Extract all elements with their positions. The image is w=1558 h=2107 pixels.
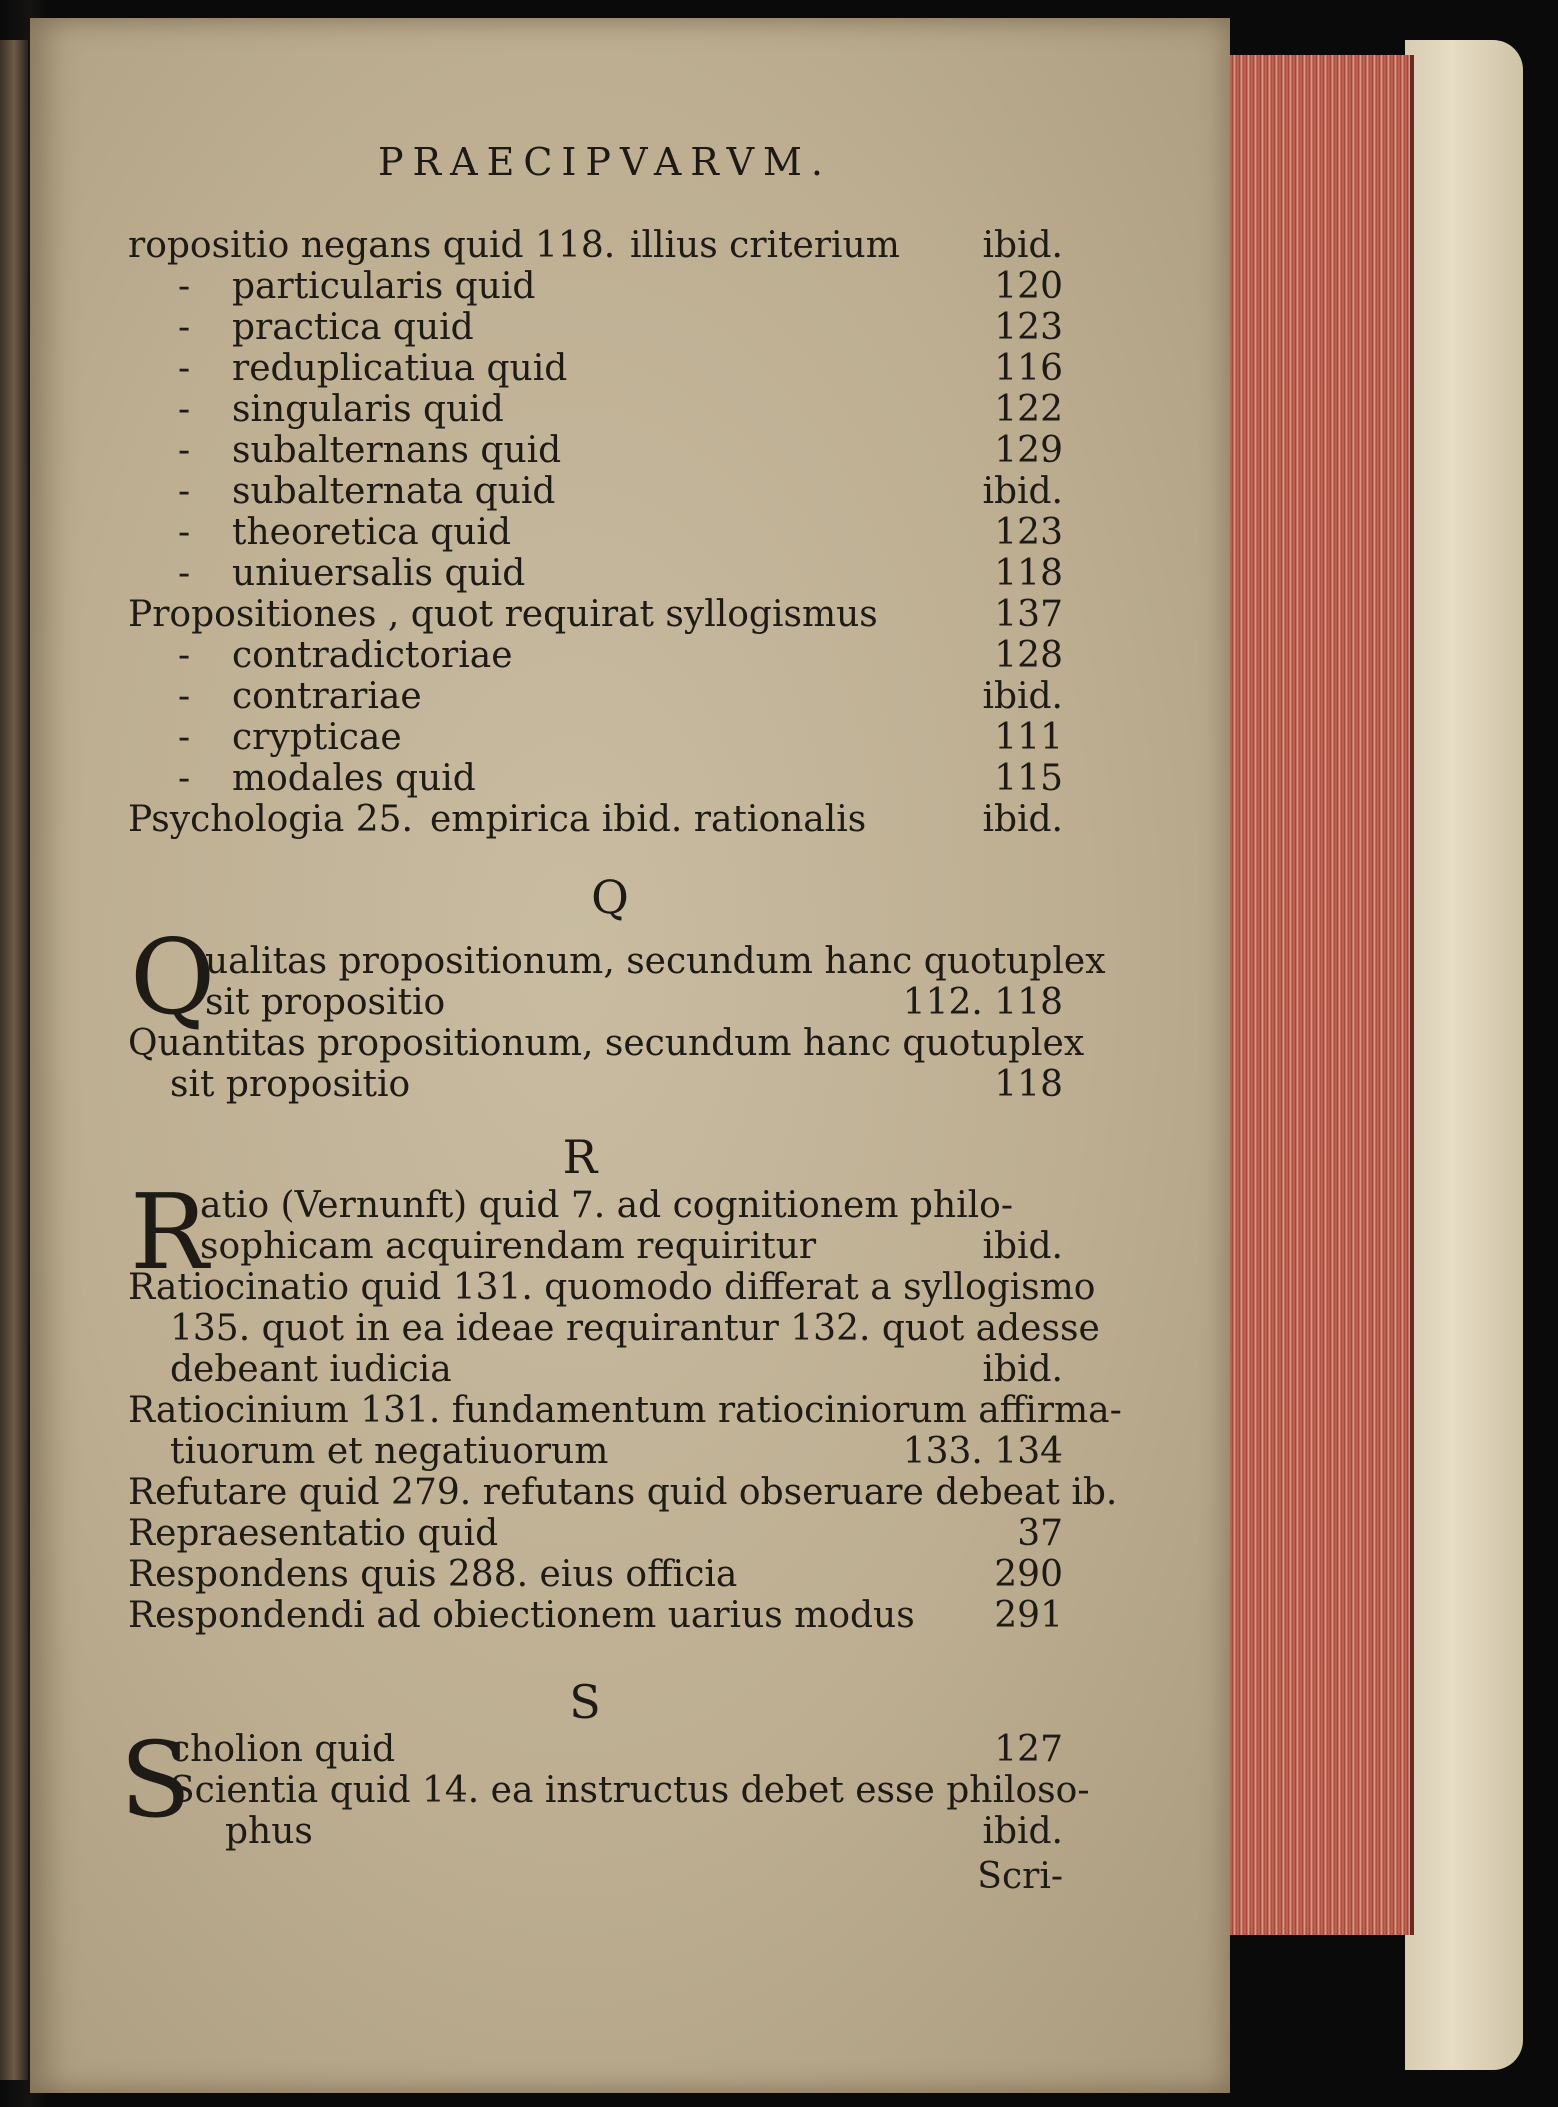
entry-text: Ratiocinatio quid 131. quomodo differat a syllogismo xyxy=(128,1267,1096,1308)
dropcap-s: S xyxy=(120,1719,192,1841)
index-entry xyxy=(0,757,1558,801)
page-reference: 129 xyxy=(994,430,1063,471)
running-header: PRAECIPVARVM. xyxy=(377,140,832,184)
entry-text: Repraesentatio quid xyxy=(128,1513,499,1554)
index-entry xyxy=(0,265,1558,309)
index-entry xyxy=(0,1728,1558,1772)
page-reference: 128 xyxy=(994,635,1063,676)
entry-text: ualitas propositionum, secundum hanc quotuplex xyxy=(205,941,1106,982)
index-entry xyxy=(0,1307,1558,1351)
page-reference: 115 xyxy=(994,758,1063,799)
entry-text: subalternata quid xyxy=(232,471,556,512)
entry-dash: - xyxy=(178,635,191,676)
entry-text: Respondens quis 288. eius officia xyxy=(128,1554,738,1595)
entry-text: particularis quid xyxy=(232,266,536,307)
index-entry xyxy=(0,1184,1558,1228)
section-letter-s: S xyxy=(569,1675,601,1729)
index-entry xyxy=(0,981,1558,1025)
page-reference: ibid. xyxy=(982,1226,1063,1267)
index-entry xyxy=(0,593,1558,637)
dropcap-q: Q xyxy=(130,916,216,1038)
index-entry xyxy=(0,306,1558,350)
entry-dash: - xyxy=(178,471,191,512)
index-entry xyxy=(0,940,1558,984)
dropcap-r: R xyxy=(130,1171,209,1293)
page-reference: 120 xyxy=(994,266,1063,307)
entry-dash: - xyxy=(178,758,191,799)
index-entry xyxy=(0,1022,1558,1066)
entry-dash: - xyxy=(178,307,191,348)
index-entry xyxy=(0,1553,1558,1597)
page-reference: 112. 118 xyxy=(902,982,1063,1023)
index-entry xyxy=(0,1430,1558,1474)
index-entry xyxy=(0,552,1558,596)
index-entry xyxy=(0,1471,1558,1515)
entry-dash: - xyxy=(178,676,191,717)
index-entry xyxy=(0,1810,1558,1854)
section-letter-q: Q xyxy=(591,870,629,924)
entry-text: singularis quid xyxy=(232,389,504,430)
index-entry xyxy=(0,1512,1558,1556)
page-reference: 291 xyxy=(994,1595,1063,1636)
page-reference: 122 xyxy=(994,389,1063,430)
index-entry xyxy=(0,1769,1558,1813)
entry-text: debeant iudicia xyxy=(170,1349,452,1390)
entry-dash: - xyxy=(178,266,191,307)
entry-continuation: empirica ibid. rationalis xyxy=(430,799,867,840)
entry-dash: - xyxy=(178,389,191,430)
entry-text: sit propositio xyxy=(205,982,446,1023)
catchword: Scri- xyxy=(977,1856,1063,1897)
entry-text: Refutare quid 279. refutans quid obseruare debeat ib. xyxy=(128,1472,1118,1513)
entry-text: cholion quid xyxy=(170,1729,396,1770)
page-reference: ibid. xyxy=(982,676,1063,717)
page-reference: 111 xyxy=(994,717,1063,758)
entry-text: atio (Vernunft) quid 7. ad cognitionem philo- xyxy=(200,1185,1014,1226)
page-reference: 116 xyxy=(994,348,1063,389)
page-reference: 290 xyxy=(994,1554,1063,1595)
page-reference: ibid. xyxy=(982,225,1063,266)
entry-text: subalternans quid xyxy=(232,430,562,471)
entry-text: reduplicatiua quid xyxy=(232,348,568,389)
page-reference: 127 xyxy=(994,1729,1063,1770)
entry-text: Respondendi ad obiectionem uarius modus xyxy=(128,1595,915,1636)
page-reference: 133. 134 xyxy=(902,1431,1063,1472)
index-entry xyxy=(0,798,1558,842)
index-entry xyxy=(0,1348,1558,1392)
entry-text: contrariae xyxy=(232,676,422,717)
entry-text: crypticae xyxy=(232,717,402,758)
index-entry xyxy=(0,511,1558,555)
index-entry xyxy=(0,1063,1558,1107)
catchword-row xyxy=(0,1855,1558,1899)
entry-text: modales quid xyxy=(232,758,476,799)
entry-text: phus xyxy=(225,1811,313,1852)
entry-text: sophicam acquirendam requiritur xyxy=(200,1226,817,1267)
entry-dash: - xyxy=(178,512,191,553)
page-reference: 37 xyxy=(1017,1513,1063,1554)
entry-dash: - xyxy=(178,717,191,758)
entry-text: sit propositio xyxy=(170,1064,411,1105)
index-entry xyxy=(0,347,1558,391)
page-reference: ibid. xyxy=(982,471,1063,512)
entry-dash: - xyxy=(178,553,191,594)
index-entry xyxy=(0,470,1558,514)
index-entry xyxy=(0,716,1558,760)
entry-text: Ratiocinium 131. fundamentum ratiociniorum affirma- xyxy=(128,1390,1122,1431)
entry-text: 135. quot in ea ideae requirantur 132. quot adesse xyxy=(170,1308,1100,1349)
page-reference: 137 xyxy=(994,594,1063,635)
page-reference: 123 xyxy=(994,512,1063,553)
index-entry xyxy=(0,1225,1558,1269)
index-entry xyxy=(0,224,1558,268)
entry-continuation: illius criterium xyxy=(630,225,900,266)
entry-text: theoretica quid xyxy=(232,512,511,553)
entry-text: tiuorum et negatiuorum xyxy=(170,1431,609,1472)
page-reference: ibid. xyxy=(982,1811,1063,1852)
entry-dash: - xyxy=(178,430,191,471)
entry-text: contradictoriae xyxy=(232,635,513,676)
entry-dash: - xyxy=(178,348,191,389)
index-entry xyxy=(0,1594,1558,1638)
entry-text: Propositiones , quot requirat syllogismus xyxy=(128,594,878,635)
index-entry xyxy=(0,388,1558,432)
entry-text: Quantitas propositionum, secundum hanc quotuplex xyxy=(128,1023,1085,1064)
entry-text: Psychologia 25. xyxy=(128,799,413,840)
index-entry xyxy=(0,429,1558,473)
section-letter-r: R xyxy=(562,1130,598,1184)
entry-text: ropositio negans quid 118. xyxy=(128,225,616,266)
page-reference: 118 xyxy=(994,553,1063,594)
page-reference: 118 xyxy=(994,1064,1063,1105)
entry-text: practica quid xyxy=(232,307,474,348)
index-entry xyxy=(0,1389,1558,1433)
index-entry xyxy=(0,675,1558,719)
page-reference: ibid. xyxy=(982,799,1063,840)
entry-text: Scientia quid 14. ea instructus debet esse philoso- xyxy=(170,1770,1090,1811)
page-reference: 123 xyxy=(994,307,1063,348)
index-entry xyxy=(0,634,1558,678)
entry-text: uniuersalis quid xyxy=(232,553,526,594)
index-entry xyxy=(0,1266,1558,1310)
page-reference: ibid. xyxy=(982,1349,1063,1390)
